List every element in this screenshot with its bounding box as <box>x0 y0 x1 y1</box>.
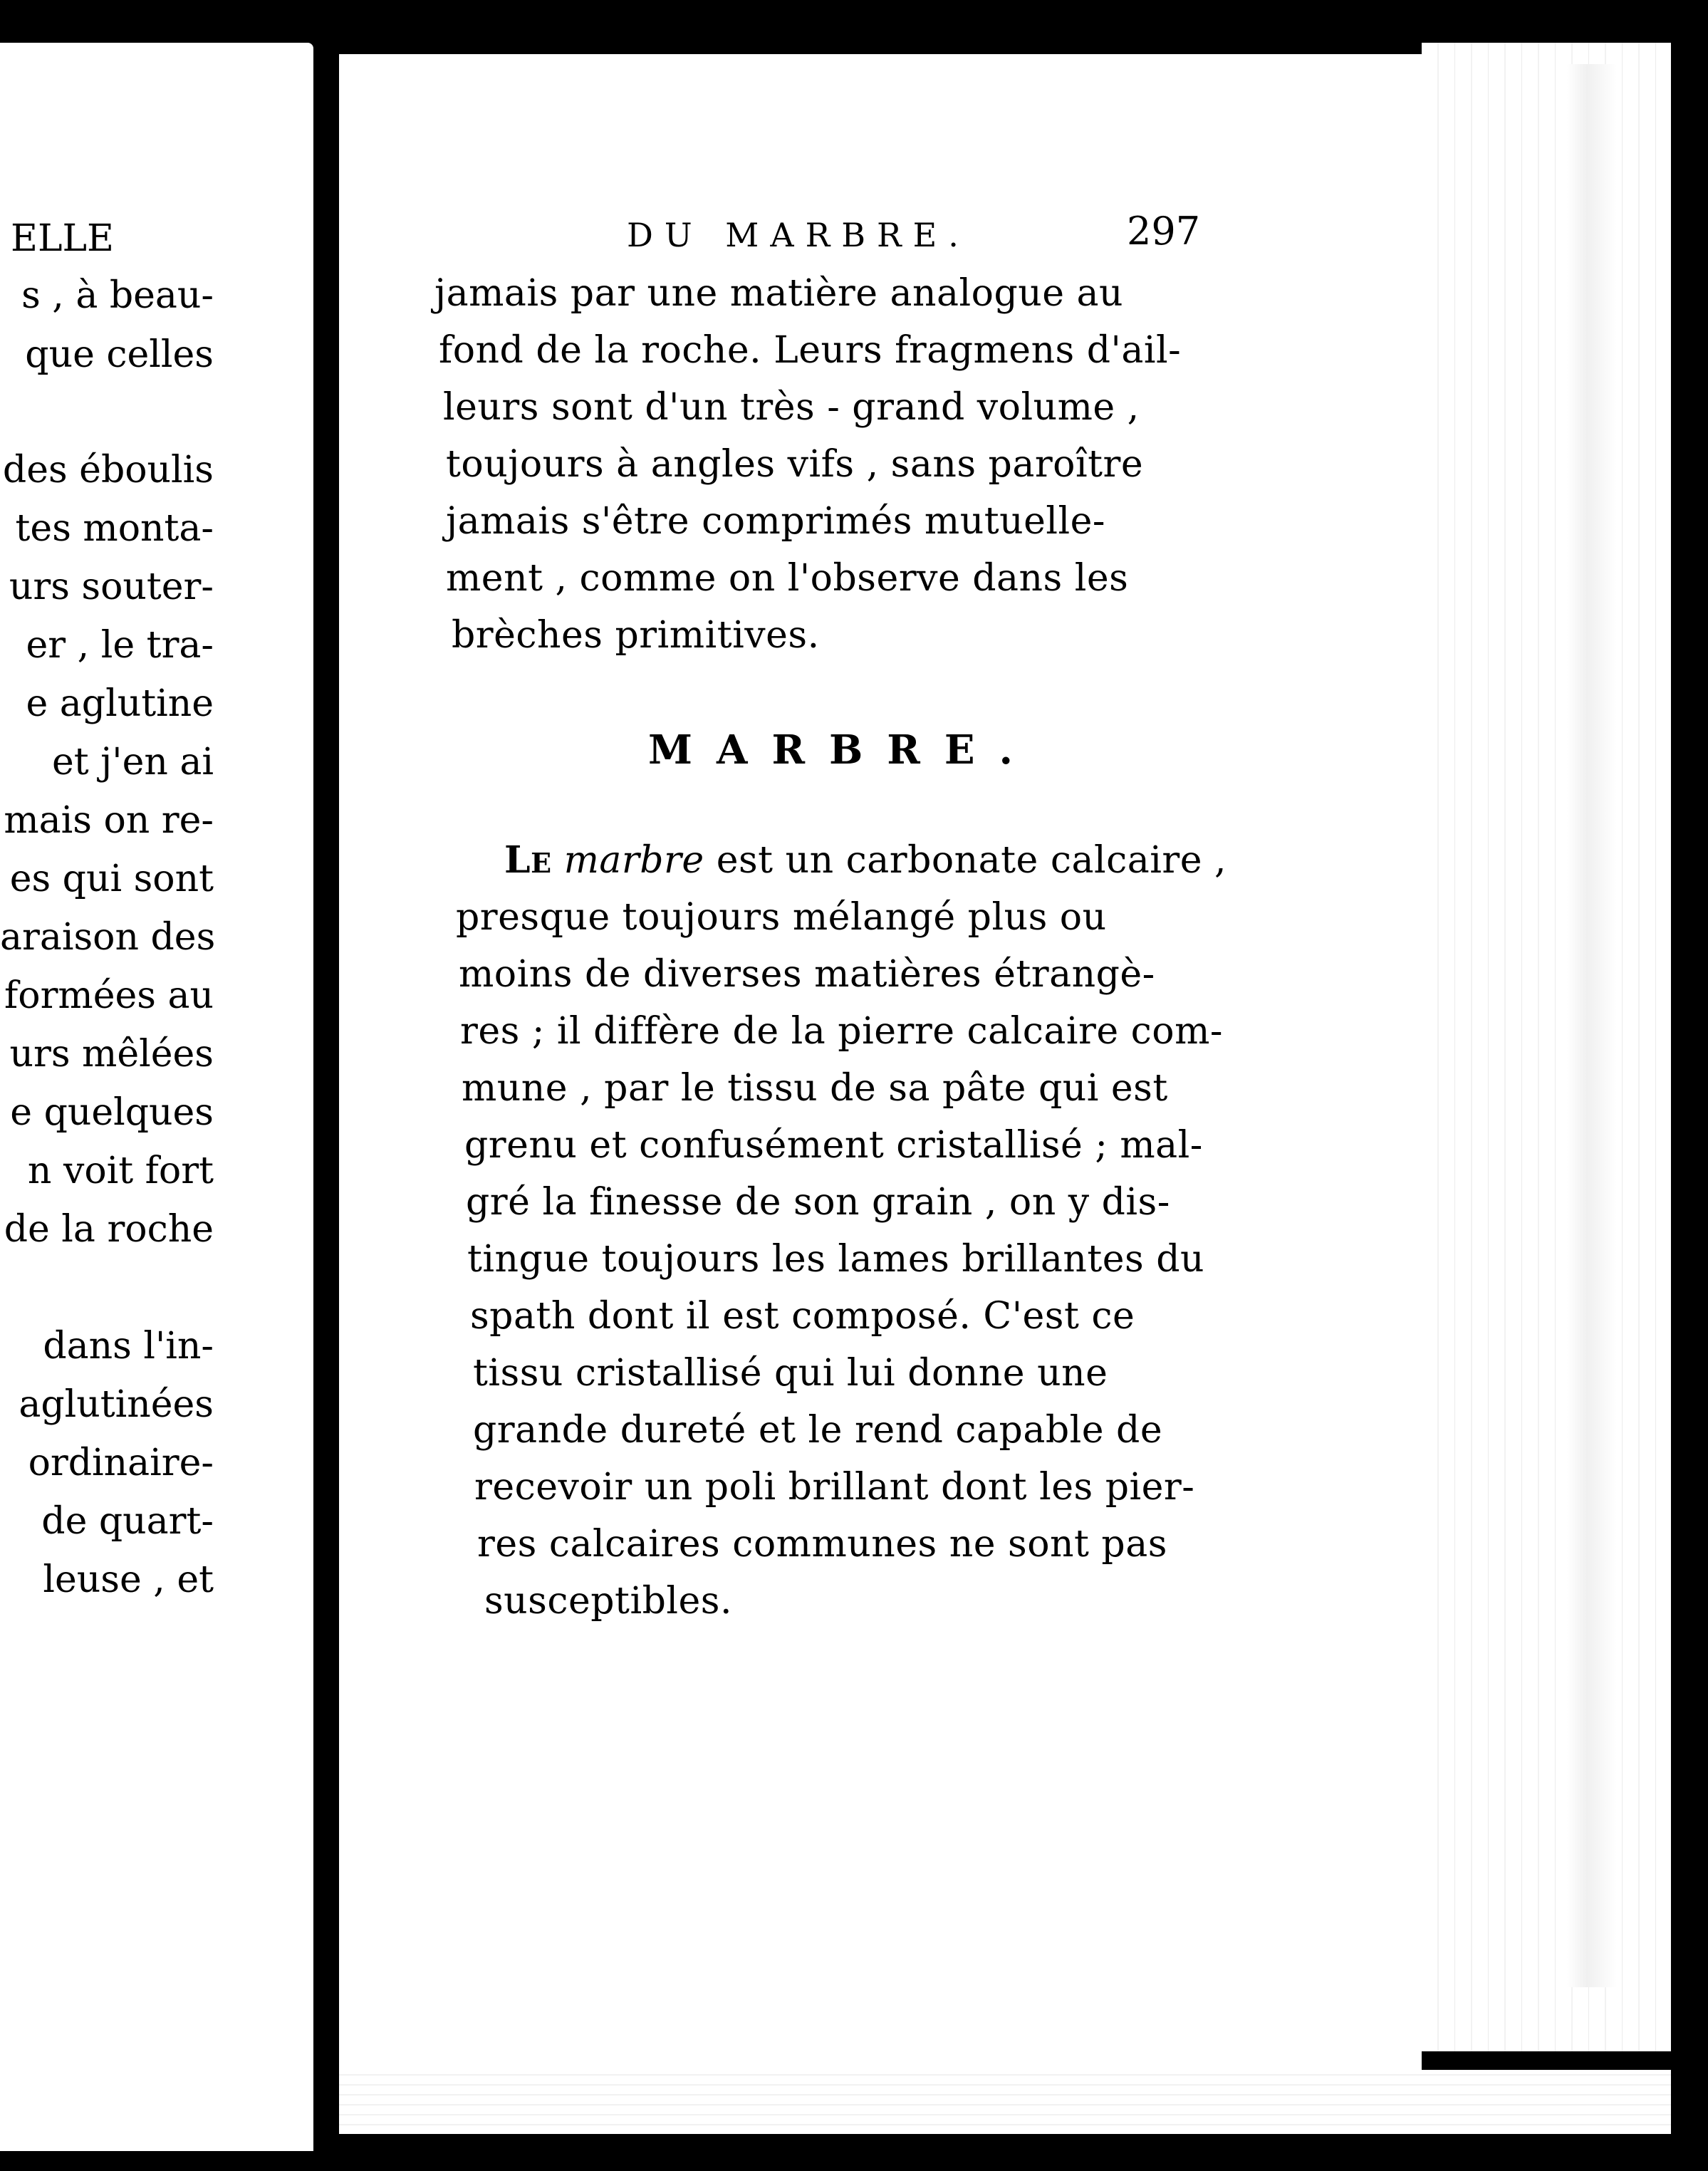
text-line: leurs sont d'un très - grand volume , <box>443 386 1140 429</box>
left-line: er , le tra- <box>26 624 214 667</box>
text-line-first <box>504 839 1227 885</box>
text-line: grenu et confusément cristallisé ; mal- <box>464 1124 1203 1167</box>
book-gutter <box>313 0 339 2171</box>
left-line: dans l'in- <box>43 1325 214 1368</box>
page-fore-edge-shading <box>1567 64 1617 1987</box>
left-line: de quart- <box>41 1500 214 1543</box>
left-line: aglutinées <box>19 1383 214 1426</box>
left-page <box>0 43 313 2151</box>
left-line: formées au <box>4 974 214 1017</box>
text-line: grande dureté et le rend capable de <box>473 1409 1163 1452</box>
text-line: jamais par une matière analogue au <box>434 272 1124 315</box>
text-line: susceptibles. <box>484 1580 732 1623</box>
page-bottom-edge <box>339 2070 1671 2134</box>
left-line: s , à beau- <box>21 274 214 317</box>
left-line: ordinaire- <box>28 1442 214 1484</box>
text-line: spath dont il est composé. C'est ce <box>470 1295 1135 1338</box>
left-line: leuse , et <box>43 1558 214 1601</box>
page-number: 297 <box>1127 209 1201 254</box>
left-line: es qui sont <box>9 858 214 900</box>
page-fore-edge <box>1422 43 1671 2051</box>
left-line: mais on re- <box>4 799 214 842</box>
section-title: MARBRE. <box>648 727 1038 774</box>
lead-capital: L <box>504 838 531 882</box>
left-line: des éboulis <box>2 449 214 491</box>
text-line: tingue toujours les lames brillantes du <box>467 1238 1205 1281</box>
left-line: e quelques <box>10 1091 214 1134</box>
left-line: e aglutine <box>26 682 214 725</box>
text-line: recevoir un poli brillant dont les pier- <box>474 1466 1195 1509</box>
text-line: ment , comme on l'observe dans les <box>446 557 1129 600</box>
left-line: tes monta- <box>15 507 214 550</box>
text-line: gré la finesse de son grain , on y dis- <box>466 1181 1170 1224</box>
left-line: urs souter- <box>9 566 214 608</box>
left-line: de la roche <box>4 1208 214 1251</box>
left-line: n voit fort <box>27 1150 214 1192</box>
text-line: fond de la roche. Leurs fragmens d'ail- <box>439 329 1182 372</box>
left-line: que celles <box>25 333 214 376</box>
running-head: DU MARBRE. <box>627 216 970 254</box>
left-line: urs mêlées <box>9 1033 214 1076</box>
left-line: et j'en ai <box>51 741 214 783</box>
text-line: moins de diverses matières étrangè- <box>459 953 1155 996</box>
left-page-text <box>0 43 313 2151</box>
left-line: araison des <box>0 916 216 959</box>
text-line: toujours à angles vifs , sans paroître <box>446 443 1144 486</box>
text-line: presque toujours mélangé plus ou <box>456 896 1107 939</box>
text-line: mune , par le tissu de sa pâte qui est <box>462 1067 1168 1110</box>
text-line: res ; il diffère de la pierre calcaire com- <box>460 1010 1223 1053</box>
left-header-fragment: ELLE <box>11 217 114 260</box>
first-line-rest: est un carbonate calcaire , <box>716 839 1227 882</box>
text-line: brèches primitives. <box>452 614 820 657</box>
text-line: res calcaires communes ne sont pas <box>477 1523 1167 1566</box>
text-line: tissu cristallisé qui lui donne une <box>473 1352 1108 1395</box>
lead-italic-word: marbre <box>563 839 704 882</box>
text-line: jamais s'être comprimés mutuelle- <box>446 500 1105 543</box>
lead-small-cap: E <box>531 847 552 879</box>
